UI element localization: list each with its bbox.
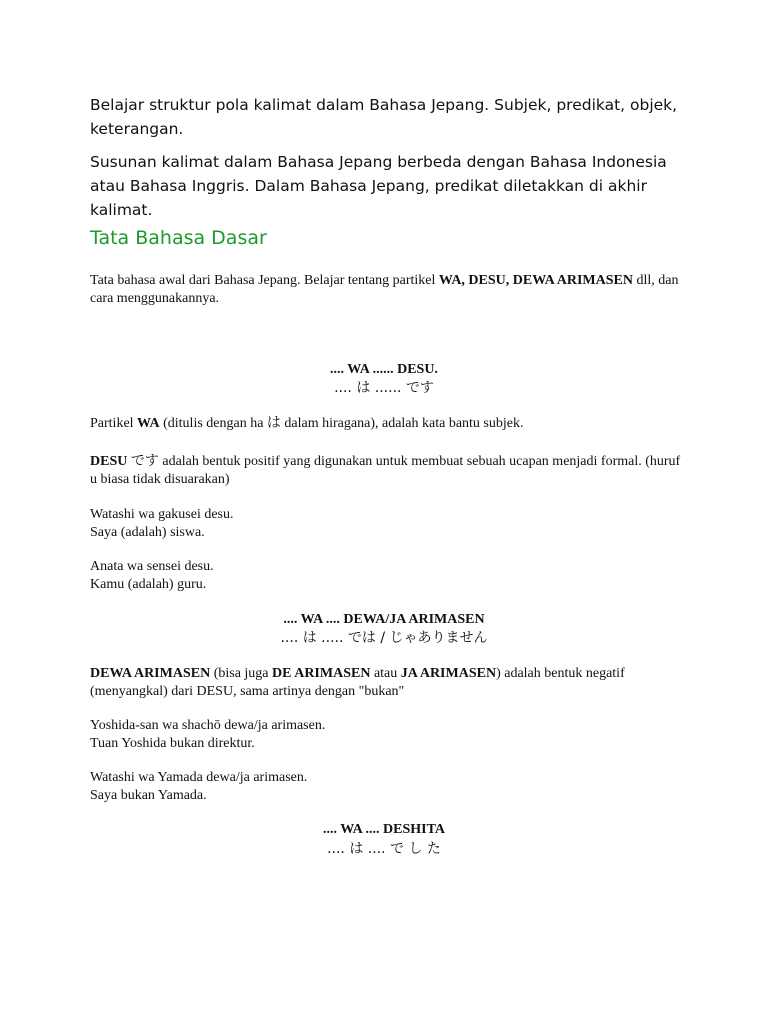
pattern-2-romaji: .... WA .... DEWA/JA ARIMASEN xyxy=(283,612,485,627)
example-3-japanese: Yoshida-san wa shachō dewa/ja arimasen. xyxy=(90,718,326,733)
wa-note xyxy=(90,415,690,433)
negative-note-bold-1: DEWA ARIMASEN xyxy=(90,666,211,681)
negative-note-bold-3: JA ARIMASEN xyxy=(400,666,497,681)
example-2-japanese: Anata wa sensei desu. xyxy=(90,559,214,574)
desu-note xyxy=(90,453,690,489)
example-2 xyxy=(90,558,690,594)
pattern-2-kana: .... は ..... では / じゃありません xyxy=(280,630,488,646)
example-4 xyxy=(90,769,690,805)
intro-paragraph-1: Belajar struktur pola kalimat dalam Bahasa Jepang. Subjek, predikat, objek, keterangan. xyxy=(90,96,678,138)
negative-note xyxy=(90,665,690,701)
example-1-japanese: Watashi wa gakusei desu. xyxy=(90,507,234,522)
pattern-1-kana: .... は ...... です xyxy=(334,380,434,396)
example-3 xyxy=(90,717,690,753)
wa-note-bold: WA xyxy=(137,416,160,431)
example-4-japanese: Watashi wa Yamada dewa/ja arimasen. xyxy=(90,770,308,785)
section-heading: Tata Bahasa Dasar xyxy=(90,227,267,249)
negative-note-text-2: atau xyxy=(370,666,401,681)
intro-paragraph-2: Susunan kalimat dalam Bahasa Jepang berbeda dengan Bahasa Indonesia atau Bahasa Inggris. Dalam Bahasa Jepang, predikat diletakkan di akhir kalimat. xyxy=(90,153,667,219)
lead-text-bold: WA, DESU, DEWA ARIMASEN xyxy=(438,273,633,288)
desu-note-kana: です xyxy=(127,454,159,469)
negative-note-bold-2: DE ARIMASEN xyxy=(272,666,371,681)
example-1 xyxy=(90,506,690,542)
lead-text-post: dll, dan cara menggunakannya. xyxy=(90,273,679,306)
example-2-translation: Kamu (adalah) guru. xyxy=(90,577,207,592)
example-4-translation: Saya bukan Yamada. xyxy=(90,788,207,803)
wa-note-pre: Partikel xyxy=(90,416,138,431)
example-1-translation: Saya (adalah) siswa. xyxy=(90,525,205,540)
negative-note-text-3: ) adalah bentuk negatif (menyangkal) dari DESU, sama artinya dengan "bukan" xyxy=(90,666,625,699)
desu-note-bold: DESU xyxy=(90,454,128,469)
negative-note-text-1: (bisa juga xyxy=(210,666,273,681)
wa-note-post: (ditulis dengan ha は dalam hiragana), adalah kata bantu subjek. xyxy=(159,416,524,431)
pattern-1-romaji: .... WA ...... DESU. xyxy=(330,362,438,377)
lead-text-pre: Tata bahasa awal dari Bahasa Jepang. Belajar tentang partikel xyxy=(90,273,439,288)
lead-paragraph xyxy=(90,272,690,308)
pattern-3-romaji: .... WA .... DESHITA xyxy=(322,822,445,837)
example-3-translation: Tuan Yoshida bukan direktur. xyxy=(90,736,255,751)
desu-note-post: adalah bentuk positif yang digunakan untuk membuat sebuah ucapan menjadi formal. (huruf u biasa tidak disuarakan) xyxy=(90,454,681,487)
pattern-3-kana: .... は .... で し た xyxy=(327,841,441,857)
